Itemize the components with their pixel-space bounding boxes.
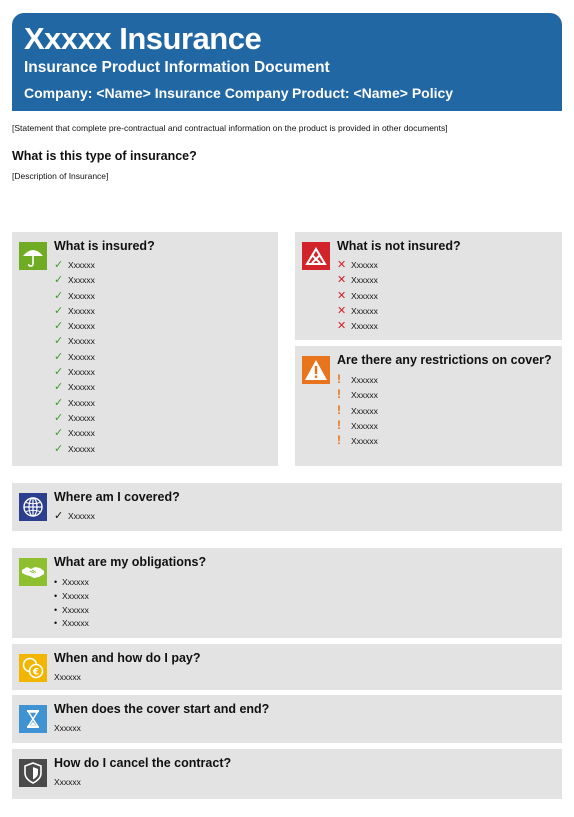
exclamation-icon: ! xyxy=(337,417,341,432)
list-item xyxy=(54,426,95,441)
check-icon: ✓ xyxy=(54,259,64,271)
check-icon: ✓ xyxy=(54,366,64,379)
list-item xyxy=(337,319,378,334)
section-title: How do I cancel the contract? xyxy=(54,756,232,770)
bullet-icon: • xyxy=(54,590,58,601)
pre-contractual-statement: [Statement that complete pre-contractual and contractual information on the product is provided in other documents] xyxy=(12,123,448,133)
list-item xyxy=(337,403,378,418)
cross-icon: ✕ xyxy=(337,304,347,317)
list-item-text: Xxxxxx xyxy=(68,367,95,378)
list-item-text: Xxxxxx xyxy=(68,260,95,270)
check-icon: ✓ xyxy=(54,396,64,409)
coins-icon xyxy=(19,654,47,682)
list-item-text: Xxxxxx xyxy=(351,305,378,316)
obligations-list xyxy=(54,576,89,631)
section-title: Are there any restrictions on cover? xyxy=(337,353,552,367)
company-name: Company: <Name> Insurance Company xyxy=(24,85,289,101)
list-item-text: Xxxxxx xyxy=(351,260,378,270)
list-item xyxy=(54,334,95,349)
list-item xyxy=(337,258,378,273)
brand-title: Xxxxx Insurance xyxy=(24,21,262,56)
list-item-text: Xxxxxx xyxy=(351,321,378,332)
list-item xyxy=(54,604,89,618)
restrictions-list xyxy=(337,372,378,448)
list-item-text: Xxxxxx xyxy=(351,420,378,431)
list-item-text: Xxxxxx xyxy=(68,305,95,316)
section-what-is-not-insured xyxy=(295,232,562,340)
list-item-text: Xxxxxx xyxy=(68,397,95,408)
list-item-text: Xxxxxx xyxy=(68,412,95,423)
list-item-text: Xxxxxx xyxy=(68,275,95,286)
section-title: What are my obligations? xyxy=(54,555,207,569)
list-item xyxy=(54,396,95,411)
list-item-text: Xxxxxx xyxy=(62,577,89,587)
list-item-text: Xxxxxx xyxy=(351,405,378,416)
check-icon: ✓ xyxy=(54,442,64,455)
crossed-house-icon xyxy=(302,242,330,270)
section-what-is-insured xyxy=(12,232,278,466)
section-obligations xyxy=(12,548,562,638)
section-restrictions xyxy=(295,346,562,466)
list-item-text: Xxxxxx xyxy=(68,428,95,439)
section-cover-period xyxy=(12,695,562,743)
list-item-text: Xxxxxx xyxy=(68,443,95,454)
list-item-text: Xxxxxx xyxy=(68,382,95,393)
payment-text: Xxxxxx xyxy=(54,672,81,682)
list-item-text: Xxxxxx xyxy=(68,511,95,521)
warning-icon xyxy=(302,356,330,384)
document-header xyxy=(12,13,562,111)
section-cancellation xyxy=(12,749,562,799)
list-item xyxy=(337,273,378,288)
list-item-text: Xxxxxx xyxy=(68,321,95,332)
bullet-icon: • xyxy=(54,618,58,629)
list-item xyxy=(54,273,95,288)
where-list xyxy=(54,509,95,524)
list-item xyxy=(337,387,378,402)
not-insured-list xyxy=(337,258,378,334)
list-item xyxy=(54,304,95,319)
list-item-text: Xxxxxx xyxy=(351,436,378,447)
list-item xyxy=(54,442,95,457)
insured-list xyxy=(54,258,95,457)
list-item-text: Xxxxxx xyxy=(351,290,378,301)
insurance-type-question: What is this type of insurance? xyxy=(12,149,197,163)
cover-period-text: Xxxxxx xyxy=(54,723,81,733)
section-title: When does the cover start and end? xyxy=(54,702,270,716)
list-item xyxy=(54,509,95,524)
list-item xyxy=(337,418,378,433)
list-item xyxy=(54,590,89,604)
list-item xyxy=(337,372,378,387)
list-item-text: Xxxxxx xyxy=(351,375,378,385)
list-item-text: Xxxxxx xyxy=(351,390,378,401)
globe-icon xyxy=(19,493,47,521)
handshake-icon xyxy=(19,558,47,586)
product-name: Product: <Name> Policy xyxy=(292,85,454,101)
bullet-icon: • xyxy=(54,577,58,587)
list-item xyxy=(54,319,95,334)
cross-icon: ✕ xyxy=(337,320,347,333)
list-item xyxy=(337,304,378,319)
list-item xyxy=(54,411,95,426)
list-item-text: Xxxxxx xyxy=(68,290,95,301)
list-item-text: Xxxxxx xyxy=(62,590,89,601)
check-icon: ✓ xyxy=(54,510,64,522)
list-item-text: Xxxxxx xyxy=(351,275,378,286)
section-where-covered xyxy=(12,483,562,531)
list-item xyxy=(54,258,95,273)
cancellation-text: Xxxxxx xyxy=(54,777,81,787)
list-item-text: Xxxxxx xyxy=(62,618,89,629)
exclamation-icon: ! xyxy=(337,372,341,386)
cross-icon: ✕ xyxy=(337,259,347,271)
section-title: What is insured? xyxy=(54,239,155,253)
check-icon: ✓ xyxy=(54,381,64,394)
list-item xyxy=(54,365,95,380)
list-item-text: Xxxxxx xyxy=(68,351,95,362)
check-icon: ✓ xyxy=(54,335,64,348)
document-subtitle: Insurance Product Information Document xyxy=(24,59,330,76)
bullet-icon: • xyxy=(54,604,58,615)
list-item-text: Xxxxxx xyxy=(62,604,89,615)
list-item xyxy=(54,380,95,395)
list-item xyxy=(337,433,378,448)
list-item xyxy=(54,289,95,304)
check-icon: ✓ xyxy=(54,427,64,440)
exclamation-icon: ! xyxy=(337,433,341,448)
check-icon: ✓ xyxy=(54,320,64,333)
list-item-text: Xxxxxx xyxy=(68,336,95,347)
cross-icon: ✕ xyxy=(337,289,347,302)
list-item xyxy=(54,617,89,631)
insurance-type-description: [Description of Insurance] xyxy=(12,171,109,181)
check-icon: ✓ xyxy=(54,350,64,363)
exclamation-icon: ! xyxy=(337,402,341,417)
section-title: What is not insured? xyxy=(337,239,461,253)
section-payment xyxy=(12,644,562,690)
exclamation-icon: ! xyxy=(337,387,341,402)
svg-text:€: € xyxy=(32,667,40,678)
shield-icon xyxy=(19,759,47,787)
check-icon: ✓ xyxy=(54,289,64,302)
check-icon: ✓ xyxy=(54,411,64,424)
hourglass-icon xyxy=(19,705,47,733)
check-icon: ✓ xyxy=(54,304,64,317)
list-item xyxy=(54,576,89,590)
check-icon: ✓ xyxy=(54,274,64,287)
umbrella-icon xyxy=(19,242,47,270)
list-item xyxy=(54,350,95,365)
cross-icon: ✕ xyxy=(337,274,347,287)
section-title: Where am I covered? xyxy=(54,490,180,504)
section-title: When and how do I pay? xyxy=(54,651,201,665)
list-item xyxy=(337,289,378,304)
